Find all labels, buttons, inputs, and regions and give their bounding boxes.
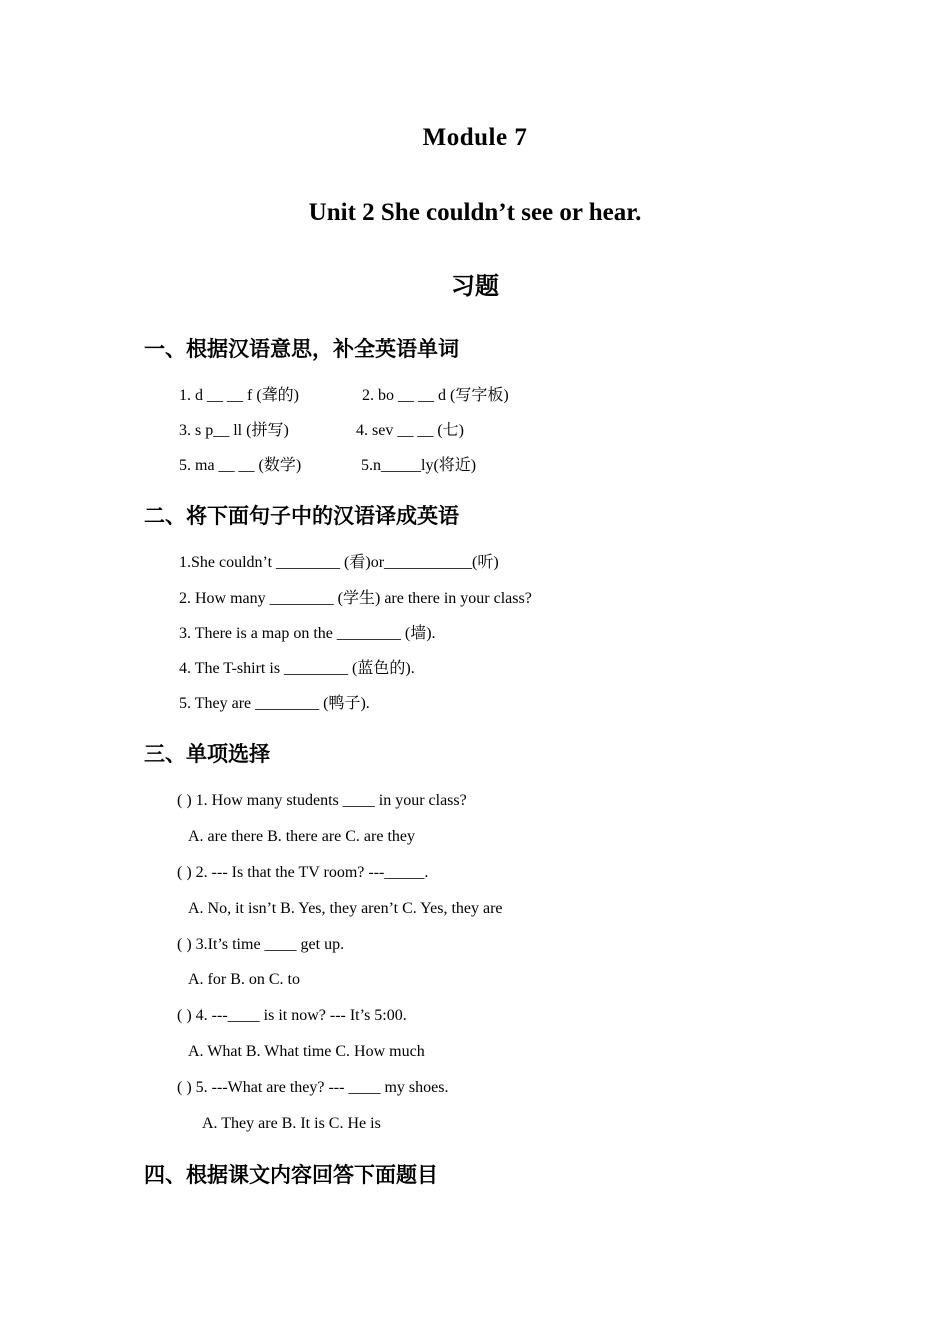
s3-options-5: A. They are B. It is C. He is xyxy=(202,1115,381,1132)
s3-options-3: A. for B. on C. to xyxy=(188,971,300,988)
s3-question-2: ( ) 2. --- Is that the TV room? ---_____. xyxy=(177,864,429,881)
module-title: Module 7 xyxy=(422,124,528,151)
s2-item-4: 4. The T-shirt is ________ (蓝色的). xyxy=(179,660,415,677)
s3-question-3: ( ) 3.It’s time ____ get up. xyxy=(177,936,345,953)
s2-item-2: 2. How many ________ (学生) are there in your class? xyxy=(179,590,532,607)
s1-item-6: 5.n_____ly(将近) xyxy=(361,457,477,474)
section-3-heading: 三、单项选择 xyxy=(144,742,270,766)
s3-question-4: ( ) 4. ---____ is it now? --- It’s 5:00. xyxy=(177,1007,407,1024)
section-4-heading: 四、根据课文内容回答下面题目 xyxy=(144,1163,438,1187)
s3-options-1: A. are there B. there are C. are they xyxy=(188,828,415,845)
s1-item-2: 2. bo __ __ d (写字板) xyxy=(362,387,509,404)
s3-question-5: ( ) 5. ---What are they? --- ____ my shoes. xyxy=(177,1079,449,1096)
s2-item-3: 3. There is a map on the ________ (墙). xyxy=(179,625,436,642)
s2-item-1: 1.She couldn’t ________ (看)or___________(听) xyxy=(179,554,499,571)
s3-question-1: ( ) 1. How many students ____ in your class? xyxy=(177,792,467,809)
section-1-heading: 一、根据汉语意思，补全英语单词 xyxy=(144,337,459,361)
s1-item-5: 5. ma __ __ (数学) xyxy=(179,457,302,474)
section-2-heading: 二、将下面句子中的汉语译成英语 xyxy=(144,504,459,528)
s3-options-2: A. No, it isn’t B. Yes, they aren’t C. Yes, they are xyxy=(188,900,503,917)
s2-item-5: 5. They are ________ (鸭子). xyxy=(179,695,370,712)
s1-item-1: 1. d __ __ f (聋的) xyxy=(179,387,299,404)
s3-options-4: A. What B. What time C. How much xyxy=(188,1043,425,1060)
exercises-title: 习题 xyxy=(451,272,499,300)
s1-item-4: 4. sev __ __ (七) xyxy=(356,422,464,439)
unit-title: Unit 2 She couldn’t see or hear. xyxy=(308,199,642,226)
s1-item-3: 3. s p__ ll (拼写) xyxy=(179,422,289,439)
